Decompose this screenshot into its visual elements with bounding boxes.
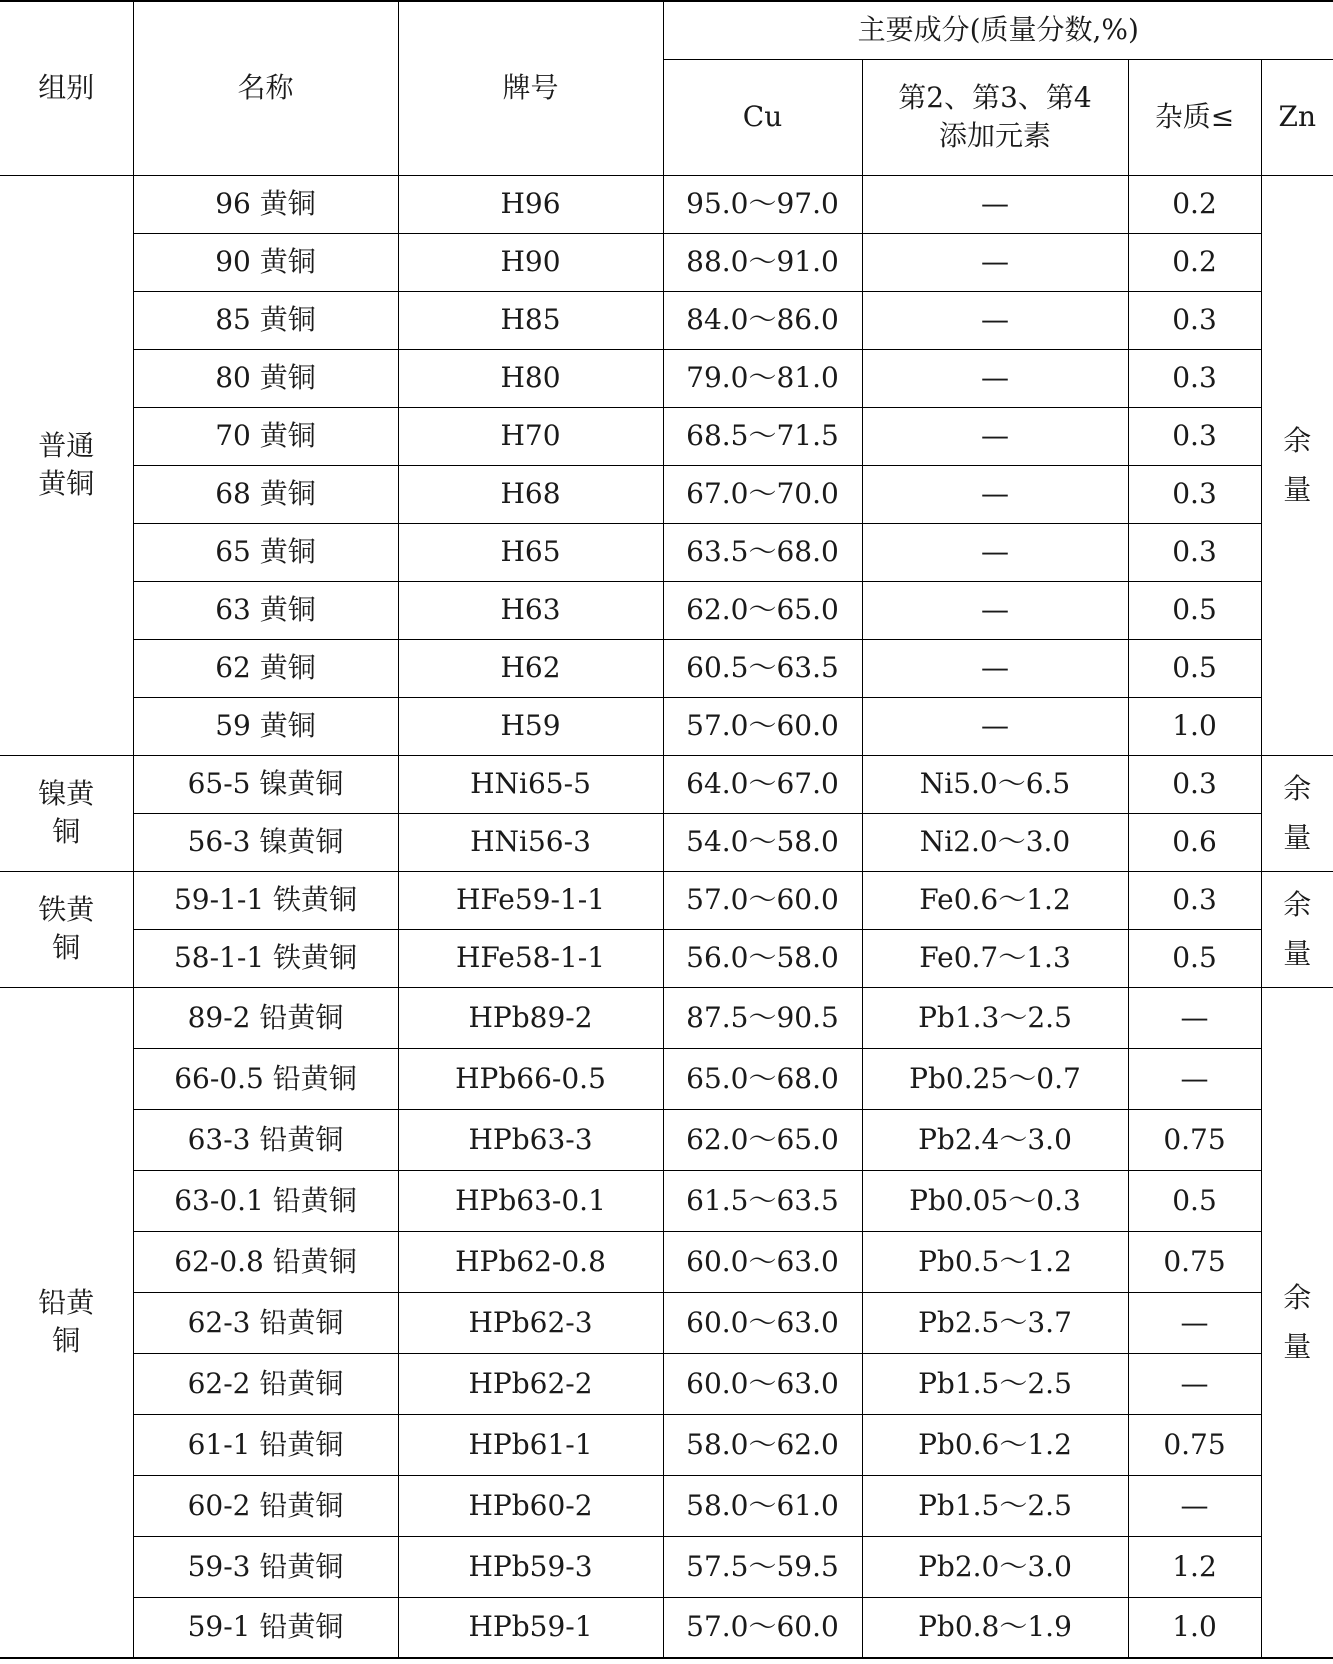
cell-name: 58-1-1 铁黄铜 xyxy=(133,929,398,987)
cell-impurity: 0.6 xyxy=(1128,813,1261,871)
cell-additives: Pb2.5～3.7 xyxy=(862,1292,1128,1353)
cell-zn: 余量 xyxy=(1261,175,1333,755)
cell-name: 56-3 镍黄铜 xyxy=(133,813,398,871)
table-row xyxy=(0,871,1333,929)
cell-grade: H70 xyxy=(398,407,663,465)
cell-grade: HNi56-3 xyxy=(398,813,663,871)
cell-additives: Pb1.5～2.5 xyxy=(862,1475,1128,1536)
cell-cu: 60.0～63.0 xyxy=(663,1353,862,1414)
cell-additives: — xyxy=(862,175,1128,233)
cell-impurity: — xyxy=(1128,1048,1261,1109)
group-label: 铁黄铜 xyxy=(0,871,133,987)
group-label: 镍黄铜 xyxy=(0,755,133,871)
cell-impurity: 0.3 xyxy=(1128,755,1261,813)
cell-impurity: 0.3 xyxy=(1128,465,1261,523)
cell-name: 60-2 铅黄铜 xyxy=(133,1475,398,1536)
cell-grade: H59 xyxy=(398,697,663,755)
cell-zn: 余量 xyxy=(1261,871,1333,987)
cell-grade: HFe58-1-1 xyxy=(398,929,663,987)
table-header xyxy=(0,1,1333,175)
cell-impurity: 0.5 xyxy=(1128,1170,1261,1231)
cell-cu: 54.0～58.0 xyxy=(663,813,862,871)
cell-impurity: 0.75 xyxy=(1128,1414,1261,1475)
cell-additives: Fe0.6～1.2 xyxy=(862,871,1128,929)
table-row xyxy=(0,349,1333,407)
cell-cu: 57.0～60.0 xyxy=(663,697,862,755)
cell-cu: 60.0～63.0 xyxy=(663,1292,862,1353)
table-row xyxy=(0,1170,1333,1231)
cell-impurity: 0.3 xyxy=(1128,523,1261,581)
cell-grade: H96 xyxy=(398,175,663,233)
table-row xyxy=(0,1475,1333,1536)
cell-additives: Pb1.3～2.5 xyxy=(862,987,1128,1048)
cell-name: 80 黄铜 xyxy=(133,349,398,407)
cell-additives: — xyxy=(862,407,1128,465)
cell-cu: 65.0～68.0 xyxy=(663,1048,862,1109)
cell-name: 59 黄铜 xyxy=(133,697,398,755)
cell-cu: 84.0～86.0 xyxy=(663,291,862,349)
header-zn: Zn xyxy=(1261,59,1333,175)
cell-cu: 57.0～60.0 xyxy=(663,1597,862,1658)
table-row xyxy=(0,465,1333,523)
cell-additives: Ni2.0～3.0 xyxy=(862,813,1128,871)
cell-impurity: 0.3 xyxy=(1128,349,1261,407)
cell-grade: HPb62-3 xyxy=(398,1292,663,1353)
cell-impurity: 1.0 xyxy=(1128,697,1261,755)
cell-impurity: 0.2 xyxy=(1128,175,1261,233)
cell-grade: HPb61-1 xyxy=(398,1414,663,1475)
cell-impurity: 0.5 xyxy=(1128,639,1261,697)
cell-cu: 88.0～91.0 xyxy=(663,233,862,291)
cell-cu: 87.5～90.5 xyxy=(663,987,862,1048)
cell-grade: HPb62-0.8 xyxy=(398,1231,663,1292)
header-cu: Cu xyxy=(663,59,862,175)
cell-cu: 58.0～61.0 xyxy=(663,1475,862,1536)
table-row xyxy=(0,291,1333,349)
cell-impurity: — xyxy=(1128,1292,1261,1353)
cell-additives: Pb0.6～1.2 xyxy=(862,1414,1128,1475)
cell-name: 63-3 铅黄铜 xyxy=(133,1109,398,1170)
cell-additives: — xyxy=(862,291,1128,349)
cell-name: 85 黄铜 xyxy=(133,291,398,349)
cell-cu: 60.0～63.0 xyxy=(663,1231,862,1292)
cell-additives: Pb0.25～0.7 xyxy=(862,1048,1128,1109)
cell-impurity: — xyxy=(1128,1353,1261,1414)
cell-name: 65 黄铜 xyxy=(133,523,398,581)
cell-grade: HPb60-2 xyxy=(398,1475,663,1536)
cell-zn: 余量 xyxy=(1261,755,1333,871)
cell-cu: 64.0～67.0 xyxy=(663,755,862,813)
cell-additives: — xyxy=(862,465,1128,523)
cell-impurity: 0.2 xyxy=(1128,233,1261,291)
table-row xyxy=(0,1231,1333,1292)
header-name: 名称 xyxy=(133,1,398,175)
cell-impurity: 0.5 xyxy=(1128,581,1261,639)
table-body xyxy=(0,175,1333,1658)
header-row-top xyxy=(0,1,1333,59)
cell-grade: H68 xyxy=(398,465,663,523)
cell-grade: HPb66-0.5 xyxy=(398,1048,663,1109)
cell-cu: 57.5～59.5 xyxy=(663,1536,862,1597)
table-row xyxy=(0,1353,1333,1414)
cell-additives: Fe0.7～1.3 xyxy=(862,929,1128,987)
cell-name: 63 黄铜 xyxy=(133,581,398,639)
cell-name: 62-2 铅黄铜 xyxy=(133,1353,398,1414)
cell-name: 68 黄铜 xyxy=(133,465,398,523)
cell-additives: Pb0.8～1.9 xyxy=(862,1597,1128,1658)
cell-additives: Pb2.0～3.0 xyxy=(862,1536,1128,1597)
cell-additives: — xyxy=(862,697,1128,755)
cell-grade: H85 xyxy=(398,291,663,349)
cell-impurity: 0.75 xyxy=(1128,1231,1261,1292)
cell-zn: 余量 xyxy=(1261,987,1333,1658)
table-row xyxy=(0,1109,1333,1170)
cell-name: 61-1 铅黄铜 xyxy=(133,1414,398,1475)
cell-grade: HPb89-2 xyxy=(398,987,663,1048)
cell-cu: 58.0～62.0 xyxy=(663,1414,862,1475)
cell-additives: — xyxy=(862,581,1128,639)
cell-grade: HPb59-1 xyxy=(398,1597,663,1658)
header-additives: 第2、第3、第4添加元素 xyxy=(862,59,1128,175)
cell-grade: H65 xyxy=(398,523,663,581)
cell-impurity: 0.75 xyxy=(1128,1109,1261,1170)
cell-name: 59-1 铅黄铜 xyxy=(133,1597,398,1658)
cell-grade: H80 xyxy=(398,349,663,407)
table-row xyxy=(0,1292,1333,1353)
cell-cu: 79.0～81.0 xyxy=(663,349,862,407)
cell-cu: 95.0～97.0 xyxy=(663,175,862,233)
cell-name: 96 黄铜 xyxy=(133,175,398,233)
table-row xyxy=(0,407,1333,465)
cell-cu: 62.0～65.0 xyxy=(663,581,862,639)
group-label: 铅黄铜 xyxy=(0,987,133,1658)
table-row xyxy=(0,813,1333,871)
cell-name: 62-3 铅黄铜 xyxy=(133,1292,398,1353)
cell-additives: — xyxy=(862,233,1128,291)
header-group: 组别 xyxy=(0,1,133,175)
table-row xyxy=(0,523,1333,581)
cell-cu: 57.0～60.0 xyxy=(663,871,862,929)
cell-grade: HPb62-2 xyxy=(398,1353,663,1414)
table-row xyxy=(0,1048,1333,1109)
cell-impurity: — xyxy=(1128,987,1261,1048)
cell-cu: 60.5～63.5 xyxy=(663,639,862,697)
cell-cu: 56.0～58.0 xyxy=(663,929,862,987)
header-composition: 主要成分(质量分数,%) xyxy=(663,1,1333,59)
cell-additives: Pb1.5～2.5 xyxy=(862,1353,1128,1414)
cell-name: 63-0.1 铅黄铜 xyxy=(133,1170,398,1231)
cell-name: 66-0.5 铅黄铜 xyxy=(133,1048,398,1109)
cell-additives: — xyxy=(862,349,1128,407)
cell-cu: 62.0～65.0 xyxy=(663,1109,862,1170)
cell-grade: HPb63-3 xyxy=(398,1109,663,1170)
cell-grade: H90 xyxy=(398,233,663,291)
cell-name: 59-1-1 铁黄铜 xyxy=(133,871,398,929)
table-row xyxy=(0,1536,1333,1597)
table-row xyxy=(0,175,1333,233)
cell-impurity: 0.5 xyxy=(1128,929,1261,987)
table-row xyxy=(0,639,1333,697)
cell-additives: — xyxy=(862,523,1128,581)
cell-cu: 61.5～63.5 xyxy=(663,1170,862,1231)
cell-grade: HPb63-0.1 xyxy=(398,1170,663,1231)
table-row xyxy=(0,755,1333,813)
cell-name: 90 黄铜 xyxy=(133,233,398,291)
cell-additives: Pb2.4～3.0 xyxy=(862,1109,1128,1170)
cell-additives: Pb0.5～1.2 xyxy=(862,1231,1128,1292)
cell-grade: HFe59-1-1 xyxy=(398,871,663,929)
cell-name: 59-3 铅黄铜 xyxy=(133,1536,398,1597)
cell-cu: 67.0～70.0 xyxy=(663,465,862,523)
cell-additives: — xyxy=(862,639,1128,697)
table-row xyxy=(0,1597,1333,1658)
header-impurity: 杂质≤ xyxy=(1128,59,1261,175)
cell-impurity: 1.2 xyxy=(1128,1536,1261,1597)
cell-name: 89-2 铅黄铜 xyxy=(133,987,398,1048)
cell-impurity: 0.3 xyxy=(1128,291,1261,349)
cell-grade: HPb59-3 xyxy=(398,1536,663,1597)
cell-additives: Pb0.05～0.3 xyxy=(862,1170,1128,1231)
table-row xyxy=(0,987,1333,1048)
cell-impurity: — xyxy=(1128,1475,1261,1536)
cell-name: 62 黄铜 xyxy=(133,639,398,697)
table-row xyxy=(0,929,1333,987)
group-label: 普通黄铜 xyxy=(0,175,133,755)
cell-grade: H63 xyxy=(398,581,663,639)
table-row xyxy=(0,697,1333,755)
cell-impurity: 1.0 xyxy=(1128,1597,1261,1658)
cell-grade: H62 xyxy=(398,639,663,697)
table-row xyxy=(0,233,1333,291)
cell-additives: Ni5.0～6.5 xyxy=(862,755,1128,813)
cell-cu: 63.5～68.0 xyxy=(663,523,862,581)
table-row xyxy=(0,1414,1333,1475)
cell-grade: HNi65-5 xyxy=(398,755,663,813)
table-row xyxy=(0,581,1333,639)
cell-name: 62-0.8 铅黄铜 xyxy=(133,1231,398,1292)
cell-cu: 68.5～71.5 xyxy=(663,407,862,465)
header-grade: 牌号 xyxy=(398,1,663,175)
cell-name: 70 黄铜 xyxy=(133,407,398,465)
cell-name: 65-5 镍黄铜 xyxy=(133,755,398,813)
cell-impurity: 0.3 xyxy=(1128,871,1261,929)
cell-impurity: 0.3 xyxy=(1128,407,1261,465)
